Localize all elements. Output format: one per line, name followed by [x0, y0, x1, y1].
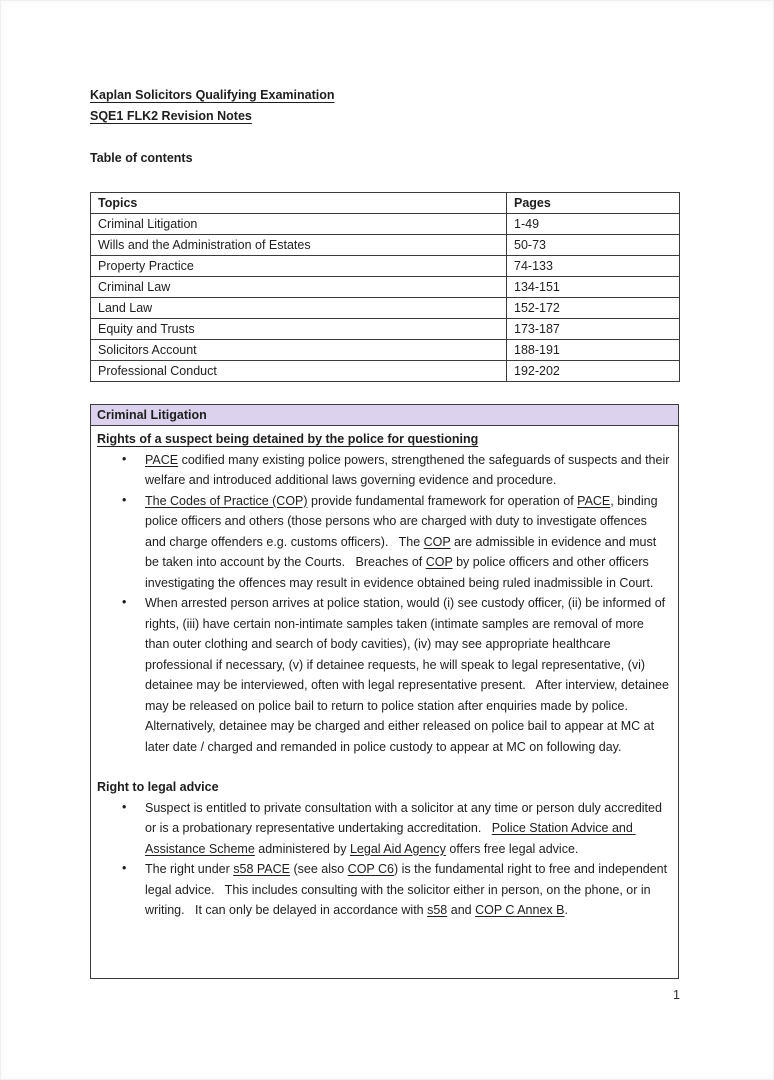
bullet-text: The right under s58 PACE (see also COP C6) is the fundamental right to free and independent legal advice. This includes consulting with the solicitor either in person, on the phone, or in writing. It can only be delayed in accordance with s58 and COP C Annex B. [145, 862, 671, 917]
toc-col-topics: Topics [91, 193, 507, 214]
toc-table [90, 192, 680, 382]
subheading-rights-of-suspect: Rights of a suspect being detained by the police for questioning [97, 432, 479, 446]
bullet-marker: • [122, 451, 127, 466]
table-row [91, 298, 680, 319]
bullet-list [97, 798, 670, 921]
section-header: Criminal Litigation [91, 405, 678, 426]
bullet-text: When arrested person arrives at police station, would (i) see custody officer, (ii) be informed of rights, (iii) have certain non-intimate samples taken (intimate samples are removal of more than outer clothing and search of body cavities), (iv) may see appropriate healthcare professional if necessary, (v) if detainee requests, he will speak to legal representative, (vi) detainee may be interviewed, often with legal representative present. After interview, detainee may be released on police bail to return to police station after enquiries made by police. Alternatively, detainee may be charged and either released on police bail to appear at MC at later date / charged and remanded in police custody to appear at MC on following day. [145, 596, 673, 754]
table-row [91, 277, 680, 298]
toc-pages: 74-133 [507, 256, 680, 277]
table-row [91, 235, 680, 256]
document-subtitle: SQE1 FLK2 Revision Notes [90, 109, 252, 123]
toc-pages: 50-73 [507, 235, 680, 256]
table-row [91, 214, 680, 235]
table-row [91, 361, 680, 382]
toc-topic: Property Practice [91, 256, 507, 277]
toc-pages: 188-191 [507, 340, 680, 361]
bullet-marker: • [122, 492, 127, 507]
toc-pages: 134-151 [507, 277, 680, 298]
toc-col-pages: Pages [507, 193, 680, 214]
toc-pages: 152-172 [507, 298, 680, 319]
table-row [91, 319, 680, 340]
toc-topic: Professional Conduct [91, 361, 507, 382]
table-row [91, 256, 680, 277]
criminal-litigation-section [90, 404, 679, 979]
bullet-marker: • [122, 861, 127, 875]
toc-pages: 192-202 [507, 361, 680, 382]
toc-topic: Equity and Trusts [91, 319, 507, 340]
page-number: 1 [673, 988, 680, 1002]
toc-heading: Table of contents [90, 151, 193, 165]
toc-pages: 1-49 [507, 214, 680, 235]
bullet-marker: • [122, 799, 127, 814]
toc-topic: Criminal Law [91, 277, 507, 298]
toc-header-row [91, 193, 680, 214]
list-item [97, 450, 673, 491]
bullet-marker: • [122, 595, 127, 609]
toc-pages: 173-187 [507, 319, 680, 340]
toc-topic: Solicitors Account [91, 340, 507, 361]
table-row [91, 340, 680, 361]
toc-topic: Criminal Litigation [91, 214, 507, 235]
list-item [97, 491, 670, 594]
toc-topic: Wills and the Administration of Estates [91, 235, 507, 256]
bullet-list [97, 450, 673, 758]
section-body [91, 426, 678, 933]
list-item [97, 593, 673, 757]
bullet-text: PACE codified many existing police powers, strengthened the safeguards of suspects and their welfare and introduced additional laws governing evidence and procedure. [145, 452, 673, 487]
bullet-text: Suspect is entitled to private consultation with a solicitor at any time or person duly accredited or is a probationary representative undertaking accreditation. Police Station Advice and Assistance Scheme administered by Legal Aid Agency offers free legal advice. [145, 800, 666, 856]
document-title: Kaplan Solicitors Qualifying Examination [90, 88, 335, 102]
list-item [97, 859, 670, 921]
subheading-right-to-legal-advice: Right to legal advice [97, 780, 219, 794]
toc-topic: Land Law [91, 298, 507, 319]
bullet-text: The Codes of Practice (COP) provide fundamental framework for operation of PACE, binding police officers and others (those persons who are charged with duty to investigate offences and charge offenders e.g. customs officers). The COP are admissible in evidence and must be taken into account by the Courts. Breaches of COP by police officers and other officers investigating the offences may result in evidence obtained being ruled inadmissible in Court. [145, 493, 662, 590]
list-item [97, 798, 670, 860]
